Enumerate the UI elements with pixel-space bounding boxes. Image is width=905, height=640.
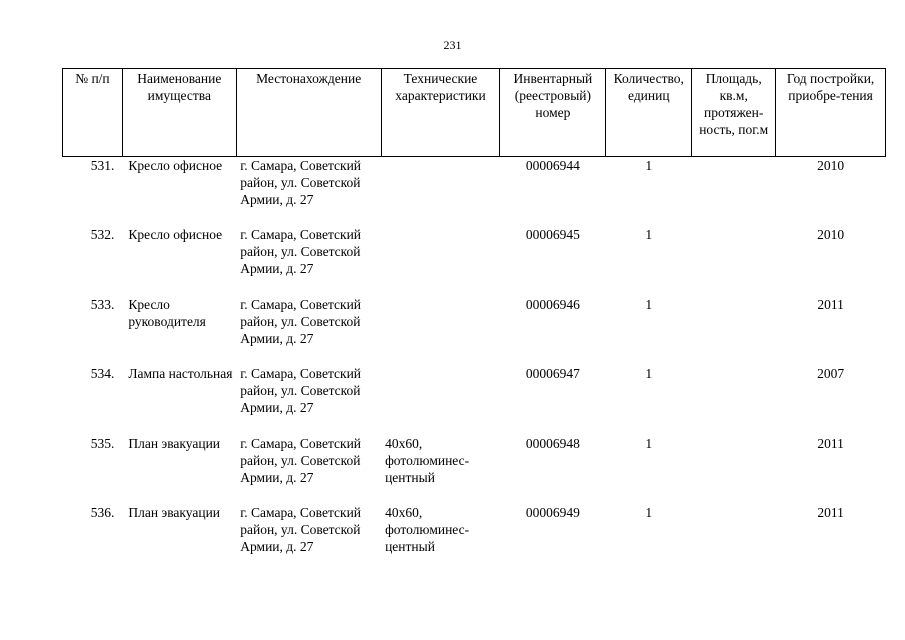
table-row (63, 226, 886, 296)
table-row (63, 296, 886, 366)
header-year: Год постройки, приобре-тения (776, 69, 886, 157)
row-name: Кресло офисное (128, 158, 223, 173)
row-quantity: 1 (645, 227, 653, 242)
row-year: 2011 (817, 505, 844, 520)
row-area (692, 435, 776, 505)
header-num: № п/п (63, 69, 123, 157)
row-quantity: 1 (645, 505, 653, 520)
row-year: 2011 (817, 435, 844, 451)
table-row (63, 365, 886, 435)
property-register-table (62, 68, 886, 574)
row-area (692, 226, 776, 296)
row-name: Кресло офисное (128, 227, 223, 242)
row-location: г. Самара, Советский район, ул. Советской Армии, д. 27 (240, 366, 362, 415)
row-name: План эвакуации (128, 435, 221, 451)
row-quantity: 1 (645, 366, 653, 381)
row-quantity: 1 (645, 296, 653, 312)
row-location: г. Самара, Советский район, ул. Советской Армии, д. 27 (240, 158, 362, 207)
row-num: 535. (90, 435, 115, 451)
page-number: 231 (443, 38, 462, 52)
row-area (692, 365, 776, 435)
row-inventory: 00006945 (525, 227, 580, 242)
row-tech (381, 296, 500, 366)
row-name: План эвакуации (128, 505, 221, 520)
row-num: 534. (90, 366, 115, 381)
header-location: Местонахождение (236, 69, 381, 157)
row-inventory: 00006949 (525, 505, 580, 520)
row-quantity: 1 (645, 435, 653, 451)
header-name: Наименование имущества (122, 69, 236, 157)
row-num: 531. (90, 158, 115, 173)
row-name: Лампа настольная (128, 366, 233, 381)
row-inventory: 00006944 (525, 158, 580, 173)
row-name: Кресло руководителя (128, 296, 206, 329)
header-area: Площадь, кв.м, протяжен-ность, пог.м (692, 69, 776, 157)
row-location: г. Самара, Советский район, ул. Советской Армии, д. 27 (240, 296, 362, 346)
row-area (692, 157, 776, 227)
row-tech (381, 365, 500, 435)
table-header-row (63, 69, 886, 157)
header-tech: Технические характеристики (381, 69, 500, 157)
row-tech: 40х60, фотолюминес-центный (385, 505, 470, 554)
header-inventory: Инвентарный (реестровый) номер (500, 69, 606, 157)
row-year: 2007 (817, 366, 845, 381)
row-tech (381, 157, 500, 227)
table-row (63, 157, 886, 227)
table-row (63, 435, 886, 505)
row-area (692, 296, 776, 366)
row-num: 532. (90, 227, 115, 242)
row-tech: 40х60, фотолюминес-центный (385, 435, 470, 485)
row-tech (381, 226, 500, 296)
header-quantity: Количество, единиц (606, 69, 692, 157)
row-num: 536. (90, 505, 115, 520)
table-row (63, 504, 886, 574)
row-year: 2010 (817, 158, 845, 173)
row-location: г. Самара, Советский район, ул. Советской Армии, д. 27 (240, 227, 362, 276)
row-location: г. Самара, Советский район, ул. Советской Армии, д. 27 (240, 505, 362, 554)
row-inventory: 00006946 (525, 296, 580, 312)
row-inventory: 00006948 (525, 435, 580, 451)
row-quantity: 1 (645, 158, 653, 173)
row-area (692, 504, 776, 574)
row-num: 533. (90, 296, 115, 312)
row-year: 2010 (817, 227, 845, 242)
row-location: г. Самара, Советский район, ул. Советской Армии, д. 27 (240, 435, 362, 485)
row-year: 2011 (817, 296, 844, 312)
row-inventory: 00006947 (525, 366, 580, 381)
